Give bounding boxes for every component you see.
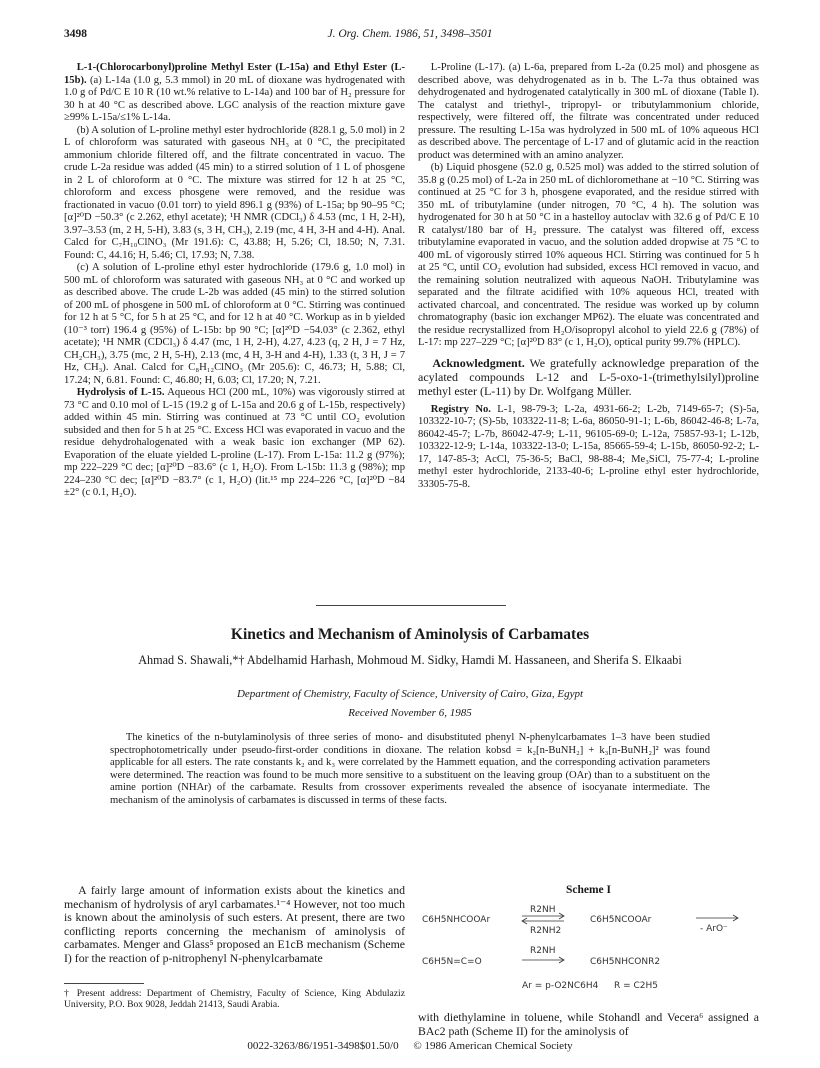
scheme-product: C6H5NHCONR2 <box>590 957 661 967</box>
right-column <box>418 62 759 491</box>
registry-heading: Registry No. <box>430 403 491 415</box>
affiliation: Department of Chemistry, Faculty of Science, University of Cairo, Giza, Egypt <box>236 688 584 700</box>
paragraph-text: (a) L-14a (1.0 g, 5.3 mmol) in 20 mL of dioxane was hydrogenated with 1.0 g of Pd/C E 10 R (10 wt.% relative to L-14a) and 100 bar of H₂ pressure for 30 h at 40 °C as described above. LGC analysis of the reaction mixture gave ≥99% L-15a/≤1% L-14a. <box>64 74 405 123</box>
registry-numbers <box>418 404 759 492</box>
abstract-text: The kinetics of the n-butylaminolysis of three series of mono- and disubstituted phenyl N-phenylcarbamates 1–3 have been studied spectrophotometrically under pseudo-first-order conditions in dioxane. The relation kobsd = k₂[n-BuNH₂] + k₃[n-BuNH₂]² was found applicable for all esters. The rate constants k₂ and k₃ were correlated by the Hammett equation, and the corresponding activation parameters were determined. The reaction was found to be much more sensitive to a substituent on the leaving group (OAr) than to a substituent on the amine portion (NHAr) of the carbamate. Results from crossover experiments revealed the absence of isocyanate intermediate. The mechanism of the aminolysis of carbamates is discussed in terms of these facts. <box>110 732 710 806</box>
scheme-diagram <box>418 902 759 998</box>
journal-citation: J. Org. Chem. 1986, 51, 3498–3501 <box>327 28 493 40</box>
article-separator <box>316 605 506 606</box>
registry-text: L-1, 98-79-3; L-2a, 4931-66-2; L-2b, 7149-65-7; (S)-5a, 103322-10-7; (S)-5b, 103322-11-8; L-6a, 86050-91-1; L-6b, 86042-46-8; L-7a, 86042-45-7; L-7b, 86042-47-9; L-11, 96105-69-0; L-12a, 75857-93-1; L-12b, 103322-12-9; L-14a, 103322-13-0; L-15a, 85665-59-4; L-15b, 86050-92-2; L-17, 147-85-3; AcCl, 75-36-5; BaCl, 98-88-4; Me₃SiCl, 75-77-4; L-proline methyl ester hydrochloride, 2133-40-6; L-proline ethyl ester hydrochloride, 33305-75-8. <box>418 403 759 490</box>
scheme-reagent-2: R2NH <box>530 946 556 956</box>
paragraph-text: (b) A solution of L-proline methyl ester hydrochloride (828.1 g, 5.0 mol) in 2 L of chloroform was saturated with gaseous NH₃ at 0 °C, the precipitated ammonium chloride filtered off, and the filtrate concentrated in vacuo. The crude L-2a residue was added (45 min) to a stirred solution of 1 L of phosgene in 2 L of chloroform at 0 °C. The mixture was stirred for 12 h at 25 °C, chloroform and excess phosgene were removed, and the residue was fractionated in vacuo (0.01 torr) to yield 896.1 g (93%) of L-15a; bp 90–95 °C; [α]²⁰D −50.3° (c 2.262, ethyl acetate); ¹H NMR (CDCl₃) δ 4.53 (mc, 1 H, 2-H), 3.97–3.53 (m, 2 H, 5-H), 3.83 (s, 3 H, CH₃), 2.19 (mc, 4 H, 3-H and 4-H). Anal. Calcd for C₇H₁₀ClNO₃ (Mr 191.6): C, 43.88; H, 5.26; Cl, 18.50; N, 7.31. Found: C, 44.16; H, 5.46; Cl, 17.93; N, 7.38. <box>64 124 405 261</box>
acknowledgment <box>418 356 759 398</box>
acknowledgment-heading: Acknowledgment. <box>432 355 525 370</box>
intro-continuation: with diethylamine in toluene, while Stohandl and Vecera⁶ assigned a BAc2 path (Scheme II) for the aminolysis of <box>418 1010 759 1038</box>
price-code: 0022-3263/86/1951-3498$01.50/0 <box>247 1040 399 1052</box>
left-column <box>64 62 405 500</box>
acknowledgment-text: We gratefully acknowledge preparation of the acylated compounds L-12 and L-5-oxo-1-(trimethylsilyl)proline methyl ester (L-11) by Dr. Wolfgang Müller. <box>418 355 759 398</box>
received-date: Received November 6, 1985 <box>348 707 472 719</box>
paragraph <box>418 62 759 162</box>
abstract <box>110 732 710 808</box>
paragraph-text: (b) Liquid phosgene (52.0 g, 0.525 mol) was added to the stirred solution of 35.8 g (0.25 mol) of L-2a in 250 mL of dichloromethane at −10 °C. Stirring was continued at 25 °C for 3 h, phosgene evaporated, and the residue stirred with 350 mL of tributylamine (under nitrogen, 70 °C, 4 h). The solution was hydrogenated for 30 h at 50 °C in a hastelloy autoclav with 32.6 g of Pd/C E 10 R catalyst/180 bar of H₂ pressure. The catalyst was filtered off, excess tributylamine evaporated in vacuo, and the solution added dropwise at 75 °C to 400 mL of vigorously stirred 10% aqueous HCl. Stirring was continued for 5 h at 25 °C, until CO₂ evolution had subsided, excess HCl removed in vacuo, and the remaining solution neutralized with aqueous NaOH. Tributylamine was separated and the filtrate acidified with 10% aqueous HCl, treated with activated charcoal, and concentrated. The residue was worked up by column chromatography (basic ion exchanger MP62). The eluate was concentrated and the residue recrystallized from H₂O/isopropyl alcohol to yield 22.6 g (78%) of L-17: mp 227–229 °C; [α]²⁰D 83° (c 1, H₂O), optical purity 99.7% (HPLC). <box>418 162 759 348</box>
scheme-leaving-group: - ArO⁻ <box>700 924 728 934</box>
scheme-reagent-reverse: R2NH2 <box>530 926 562 936</box>
article-title: Kinetics and Mechanism of Aminolysis of Carbamates <box>230 626 590 643</box>
footnote: † Present address: Department of Chemistry, Faculty of Science, King Abdulaziz University, P.O. Box 9028, Jeddah 21413, Saudi Arabia. <box>64 988 405 1011</box>
page-number: 3498 <box>64 28 87 40</box>
runin-heading: Hydrolysis of L-15. <box>76 387 165 398</box>
copyright: © 1986 American Chemical Society <box>413 1040 573 1052</box>
scheme-anion: C6H5NCOOAr <box>590 915 652 925</box>
paragraph-text: Aqueous HCl (200 mL, 10%) was vigorously stirred at 73 °C and 0.10 mol of L-15 (19.2 g of L-15a and 20.6 g of L-15b, respectively) added within 45 min. Stirring was continued at 73 °C until CO₂ evolution subsided and then for 5 h at 25 °C. Excess HCl was evaporated in vacuo and the residue dehydrohalogenated with a weak basic ion exchanger (MP 62). Evaporation of the eluate yielded L-proline (L-17). From L-15a: 11.2 g (97%); mp 222–229 °C dec; [α]²⁰D −83.6° (c 1, H₂O). From L-15b: 11.3 g (98%); mp 224–230 °C dec; [α]²⁰D −83.7° (c 1, H₂O) (lit.¹⁵ mp 224–226 °C, [α]²⁰D −84 ±2° (c 0.1, H₂O). <box>64 387 405 498</box>
paragraph <box>64 387 405 500</box>
scheme-legend-r: R = C2H5 <box>614 981 659 991</box>
runin-heading: L-1-(Chlorocarbonyl)proline Methyl Ester (L-15a) and Ethyl Ester (L-15b). <box>64 62 405 86</box>
paragraph <box>64 262 405 387</box>
footnote-rule <box>64 983 144 984</box>
scheme-svg <box>418 902 759 998</box>
paragraph <box>418 162 759 350</box>
intro-text: A fairly large amount of information exists about the kinetics and mechanism of hydrolysis of aryl carbamates.¹⁻⁴ However, not too much is known about the aminolysis of such esters. At present, there are two conflicting reports concerning the mechanism of aminolysis of carbamates. Menger and Glass⁵ proposed an E1cB mechanism (Scheme I) for the reaction of p-nitrophenyl N-phenylcarbamate <box>64 883 405 965</box>
scheme-legend-ar: Ar = p-O2NC6H4 <box>522 981 599 991</box>
scheme-isocyanate: C6H5N=C=O <box>422 957 482 967</box>
paragraph <box>64 125 405 263</box>
paragraph-text: (c) A solution of L-proline ethyl ester hydrochloride (179.6 g, 1.0 mol) in 500 mL of chloroform was saturated with gaseous NH₃ at 0 °C and worked up as described above. The crude L-2b was added (45 min) to the stirred solution of 200 mL of phosgene in 500 mL of chloroform at 0 °C. Stirring was continued for 12 h at 5 °C, for 5 h at 25 °C, and for 12 h at 40 °C. Workup as in b yielded (10⁻³ torr) 196.4 g (95%) of L-15b: bp 90 °C; [α]²⁰D −54.03° (c 2.362, ethyl acetate); ¹H NMR (CDCl₃) δ 4.47 (mc, 1 H, 2-H), 4.27, 4.23 (q, 2 H, J = 7 Hz, CH₂CH₃), 3.75 (mc, 2 H, 5-H), 2.13 (mc, 4 H, 3-H and 4-H), 1.33 (t, 3 H, J = 7 Hz, CH₃). Anal. Calcd for C₈H₁₂ClNO₃ (Mr 205.6): C, 46.73; H, 5.88; Cl, 17.24; N, 6.81. Found: C, 46.80; H, 6.03; Cl, 17.20; N, 7.21. <box>64 262 405 386</box>
paragraph <box>64 62 405 125</box>
page-footer <box>0 1040 820 1052</box>
scheme-title: Scheme I <box>565 884 612 896</box>
article-authors: Ahmad S. Shawali,*† Abdelhamid Harhash, Mohmoud M. Sidky, Hamdi M. Hassaneen, and Sherifa S. Elkaabi <box>138 653 682 667</box>
scheme-reagent-forward: R2NH <box>530 905 556 915</box>
introduction <box>64 884 405 966</box>
scheme-reactant: C6H5NHCOOAr <box>422 915 491 925</box>
paragraph-text: L-Proline (L-17). (a) L-6a, prepared from L-2a (0.25 mol) and phosgene as described above, was dehydrogenated as in b. The L-7a thus obtained was dehydrogenated and hydrogenated catalytically in 300 mL of dioxane (Table I). The catalyst and triethyl-, tripropyl- or tributylammonium chloride, respectively, were filtered off, the filtrate was concentrated under reduced pressure. The resulting L-15a was hydrolyzed in 500 mL of 10% aqueous HCl as described above. The percentage of L-17 and of glutamic acid in the reaction product was determined with an amino analyzer. <box>418 62 759 161</box>
